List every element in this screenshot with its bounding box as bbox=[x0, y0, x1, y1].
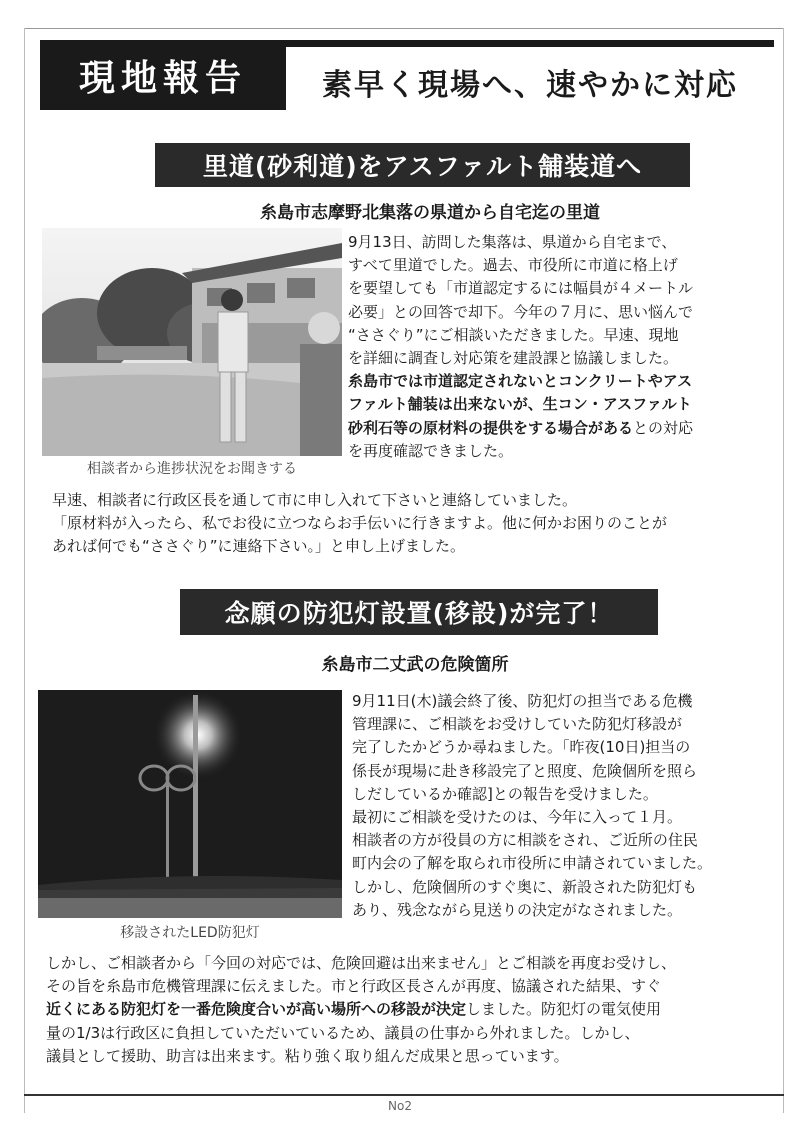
text-line: 議員として援助、助言は出来ます。粘り強く取り組んだ成果と思っています。 bbox=[46, 1046, 569, 1065]
text-line: 「原材料が入ったら、私でお役に立つならお手伝いに行きますよ。他に何かお困りのことが bbox=[52, 514, 668, 533]
text-line: すべて里道でした。過去、市役所に市道に格上げ bbox=[348, 256, 678, 275]
text-line: しかし、危険個所のすぐ奥に、新設された防犯灯も bbox=[352, 877, 698, 896]
section1-side-text bbox=[348, 231, 778, 463]
section2-photo-caption: 移設されたLED防犯灯 bbox=[120, 925, 260, 941]
text-line: しだしているか確認]との報告を受けました。 bbox=[352, 784, 658, 803]
text-line: を要望しても「市道認定するには幅員が４メートル bbox=[348, 279, 694, 298]
text-line-mixed bbox=[46, 998, 782, 1021]
text-line: 必要」との回答で却下。今年の７月に、思い悩んで bbox=[348, 302, 694, 321]
section2-photo bbox=[38, 690, 342, 918]
text-line: 9月11日(木)議会終了後、防犯灯の担当である危機 bbox=[352, 692, 693, 710]
text-line-bold: 糸島市では市道認定されないとコンクリートやアス bbox=[348, 372, 693, 391]
page-frame-top bbox=[24, 28, 784, 29]
section1-subtitle: 糸島市志摩野北集落の県道から自宅迄の里道 bbox=[260, 203, 600, 223]
page-frame-right bbox=[783, 28, 784, 1113]
bold-phrase: 近くにある防犯灯を一番危険度合いが高い場所への移設が決定 bbox=[46, 1000, 467, 1019]
text-line: 完了したかどうか尋ねました。「昨夜(10日)担当の bbox=[352, 738, 691, 757]
section2-subtitle: 糸島市二丈武の危険箇所 bbox=[321, 655, 509, 675]
text-line: 9月13日、訪問した集落は、県道から自宅まで、 bbox=[348, 233, 677, 251]
street-light-photo bbox=[38, 690, 342, 918]
text-line: その旨を糸島市危機管理課に伝えました。市と行政区長さんが再度、協議された結果、すぐ bbox=[46, 977, 662, 996]
header-subtitle: 素早く現場へ、速やかに対応 bbox=[322, 68, 738, 103]
section1-full-text bbox=[52, 489, 782, 559]
text-line: 最初にご相談を受けたのは、今年に入って１月。 bbox=[352, 808, 683, 827]
section1-title: 里道(砂利道)をアスファルト舗装道へ bbox=[155, 143, 690, 187]
text-line: 相談者の方が役員の方に相談をされ、ご近所の住民 bbox=[352, 831, 698, 850]
section1-photo-caption: 相談者から進捗状況をお聞きする bbox=[87, 461, 297, 477]
header-rule bbox=[286, 40, 774, 47]
bold-phrase: 砂利石等の原材料の提供をする場合がある bbox=[348, 418, 634, 437]
text-line: 早速、相談者に行政区長を通して市に申し入れて下さいと連絡していました。 bbox=[52, 491, 578, 509]
section2-full-text bbox=[46, 952, 782, 1068]
section2-title: 念願の防犯灯設置(移設)が完了！ bbox=[180, 589, 658, 635]
text-line: あり、残念ながら見送りの決定がなされました。 bbox=[352, 900, 683, 919]
text-line: を再度確認できました。 bbox=[348, 441, 514, 460]
text-line-mixed bbox=[348, 417, 778, 440]
text-line: を詳細に調査し対応策を建設課と協議しました。 bbox=[348, 349, 679, 368]
section2-side-text bbox=[352, 690, 780, 922]
text-line: あれば何でも“ささぐり”に連絡下さい。」と申し上げました。 bbox=[52, 537, 466, 556]
page-number: No2 bbox=[388, 1099, 412, 1113]
text-line: “ささぐり”にご相談いただきました。早速、現地 bbox=[348, 325, 679, 344]
report-label: 現地報告 bbox=[40, 40, 286, 110]
text-line: 管理課に、ご相談をお受けしていた防犯灯移設が bbox=[352, 715, 683, 734]
page-frame-left bbox=[24, 28, 25, 1113]
text-line: 量の1/3は行政区に負担していただいているため、議員の仕事から外れました。しかし、 bbox=[46, 1023, 640, 1042]
text-line-bold: ファルト舗装は出来ないが、生コン・アスファルト bbox=[348, 395, 692, 414]
village-road-photo bbox=[42, 228, 342, 456]
footer-rule bbox=[24, 1094, 784, 1096]
section1-photo bbox=[42, 228, 342, 456]
text-line: 係長が現場に赴き移設完了と照度、危険個所を照ら bbox=[352, 761, 698, 780]
plain-phrase: との対応 bbox=[633, 418, 694, 437]
plain-phrase: しました。防犯灯の電気使用 bbox=[466, 1000, 662, 1019]
text-line: 町内会の了解を取られ市役所に申請されていました。 bbox=[352, 854, 713, 873]
text-line: しかし、ご相談者から「今回の対応では、危険回避は出来ません」とご相談を再度お受けし、 bbox=[46, 954, 677, 972]
